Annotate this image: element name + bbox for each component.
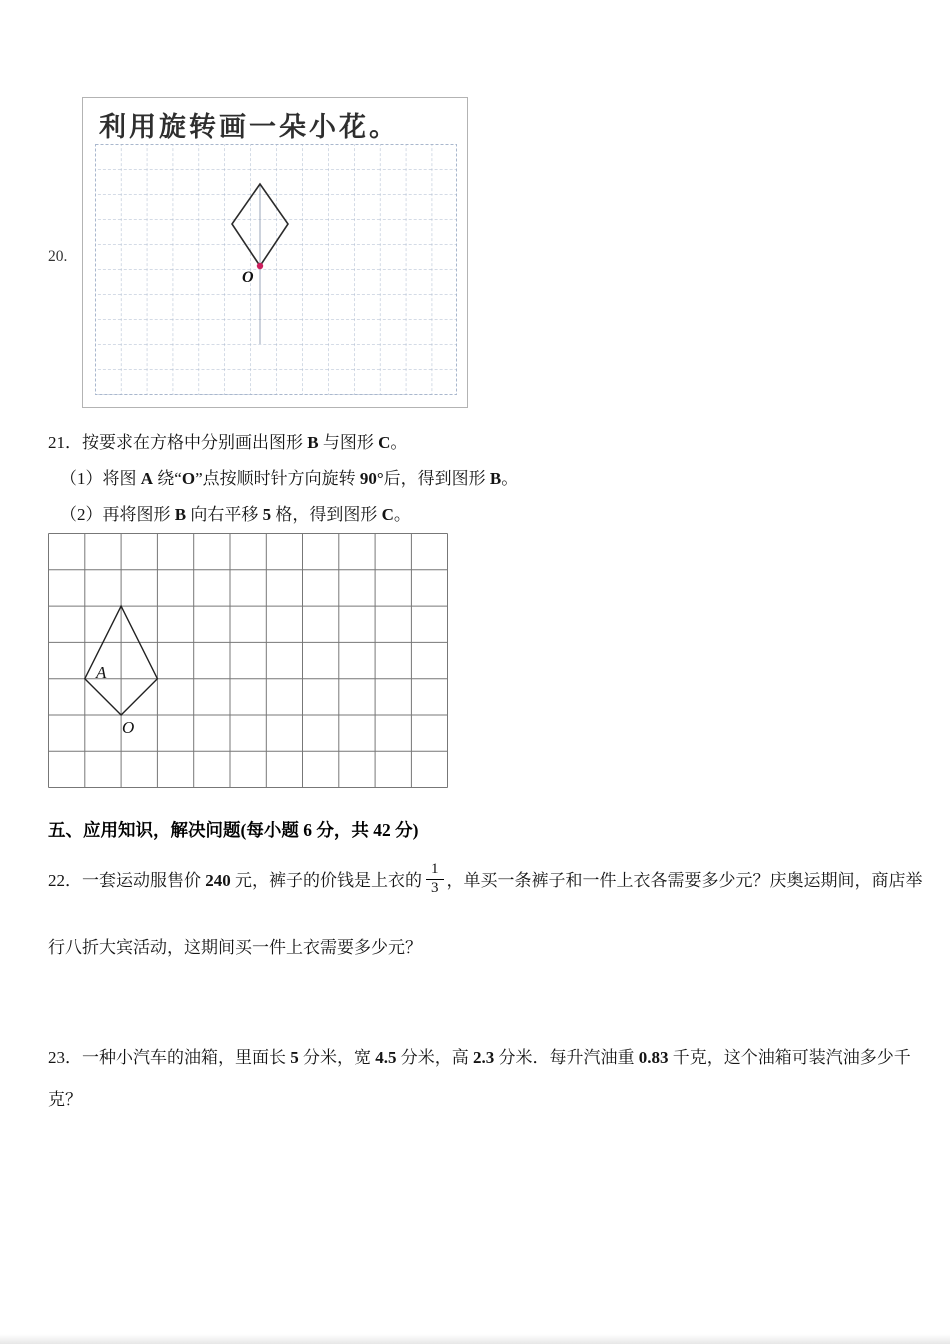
q21-grid	[48, 533, 448, 788]
q21-sub2: （2）再将图形 B 向右平移 5 格，得到图形 C。	[60, 505, 411, 524]
q21-text: 21．按要求在方格中分别画出图形 B 与图形 C。	[48, 433, 408, 452]
q20-figure	[82, 97, 468, 408]
q23-line1: 23．一种小汽车的油箱，里面长 5 分米，宽 4.5 分米，高 2.3 分米．每升汽油重 0.83 千克，这个油箱可装汽油多少千	[48, 1048, 911, 1067]
q20-figure-title: 利用旋转画一朵小花。	[99, 112, 399, 142]
q22-line2: 行八折大宾活动，这期间买一件上衣需要多少元？	[48, 938, 422, 957]
q22-line1-after: ，单买一条裤子和一件上衣各需要多少元？庆奥运期间，商店举	[446, 871, 923, 891]
q23-line2: 克？	[48, 1090, 82, 1109]
q20-grid	[95, 144, 457, 396]
q20-point-o-dot	[257, 263, 263, 269]
q21-label-o: O	[122, 718, 135, 737]
q20-point-o-label: O	[242, 269, 254, 286]
fraction-denominator: 3	[431, 879, 439, 896]
section5-title: 五、应用知识，解决问题(每小题 6 分，共 42 分)	[48, 820, 419, 840]
q20-number: 20.	[48, 248, 68, 265]
q21-label-a: A	[96, 663, 107, 682]
page-bottom-shadow	[0, 1334, 950, 1344]
fraction-one-third	[426, 862, 444, 897]
q22-line1-before: 22．一套运动服售价 240 元，裤子的价钱是上衣的	[48, 871, 422, 891]
q20-grid-background	[96, 145, 457, 395]
q21-sub1: （1）将图 A 绕“O”点按顺时针方向旋转 90°后，得到图形 B。	[60, 469, 519, 488]
q22-line1	[48, 862, 923, 903]
fraction-numerator: 1	[426, 862, 444, 880]
q21-grid-lines	[49, 534, 448, 788]
